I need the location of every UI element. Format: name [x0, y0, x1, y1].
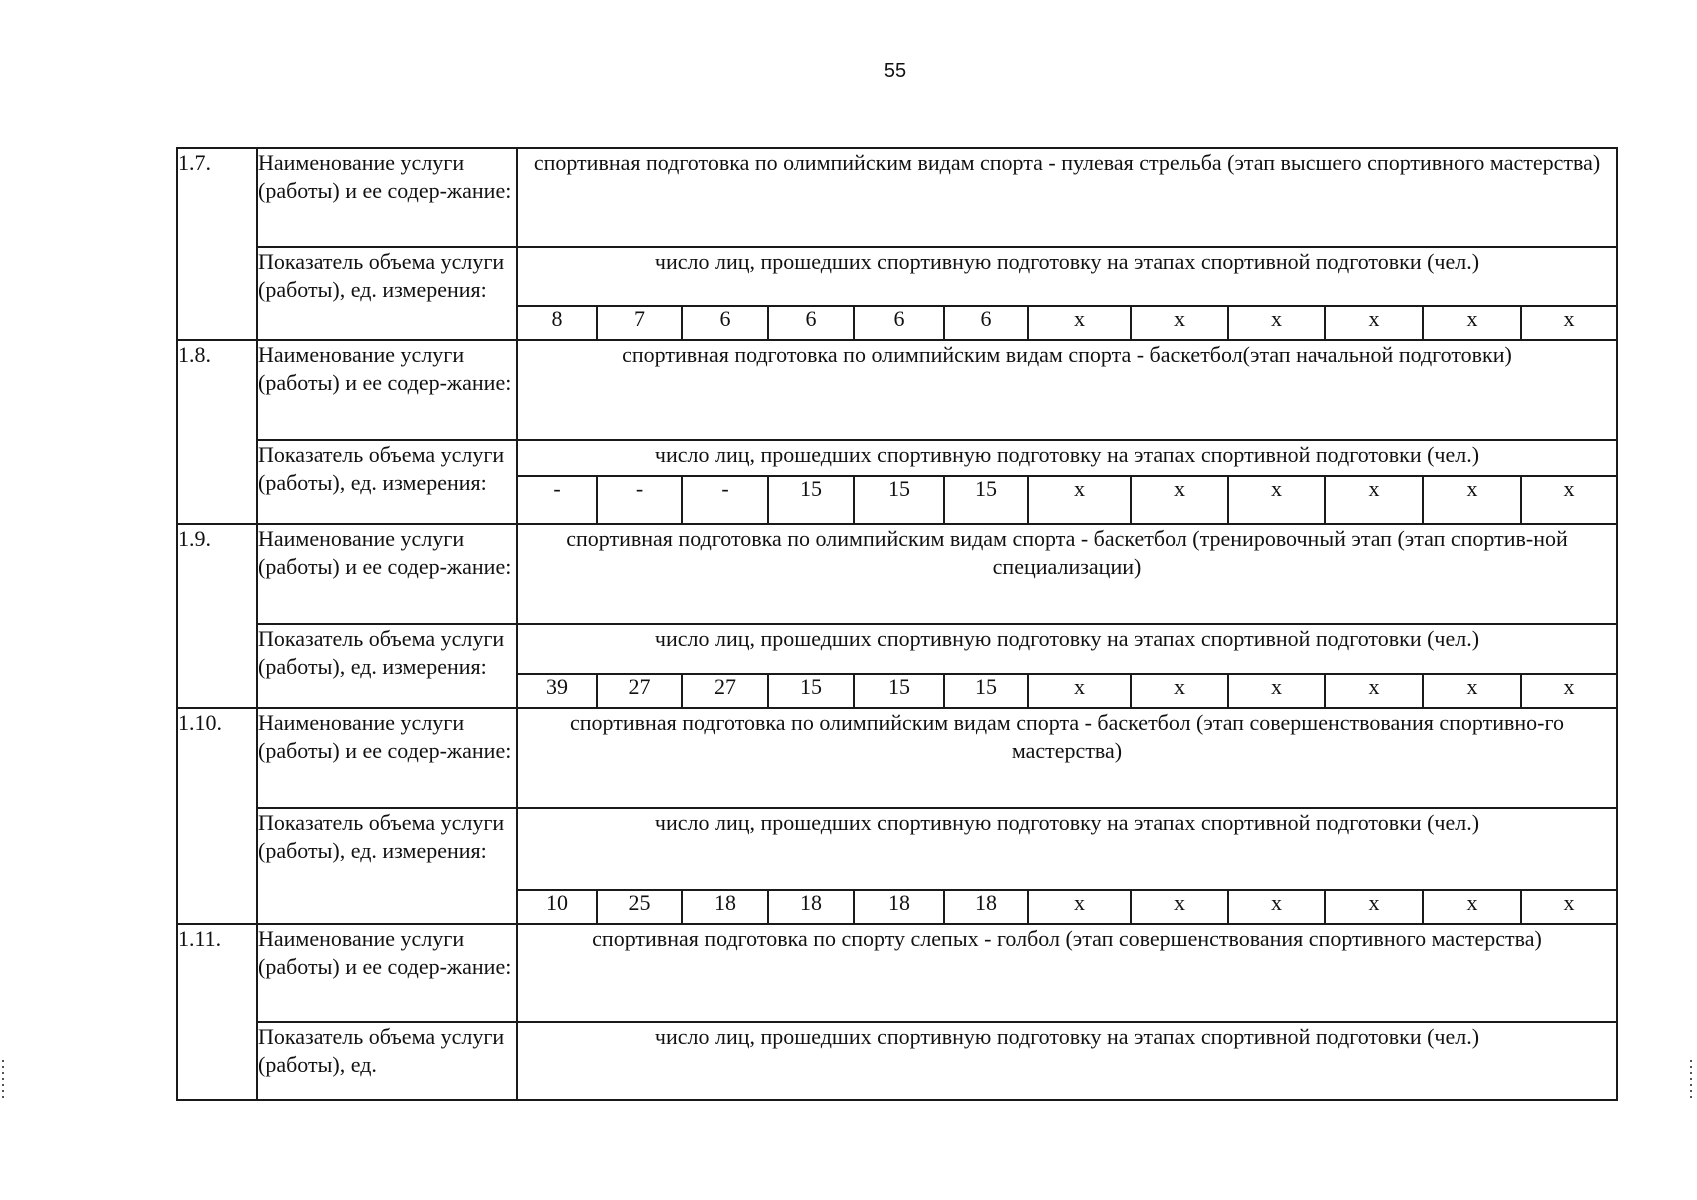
table-row — [177, 708, 1617, 808]
indicator-description: число лиц, прошедших спортивную подготовку на этапах спортивной подготовки (чел.) — [517, 808, 1617, 890]
value-cell: - — [682, 476, 768, 524]
volume-indicator-label: Показатель объема услуги (работы), ед. измерения: — [257, 808, 517, 924]
value-cell: х — [1228, 476, 1325, 524]
service-name-label: Наименование услуги (работы) и ее содер-жание: — [257, 524, 517, 624]
volume-indicator-label: Показатель объема услуги (работы), ед. — [257, 1022, 517, 1100]
indicator-description: число лиц, прошедших спортивную подготовку на этапах спортивной подготовки (чел.) — [517, 1022, 1617, 1100]
table-row — [177, 247, 1617, 306]
value-cell: х — [1423, 306, 1521, 340]
table-row — [177, 148, 1617, 247]
value-cell: 18 — [682, 890, 768, 924]
value-cell: 18 — [768, 890, 854, 924]
value-cell: х — [1228, 306, 1325, 340]
item-number: 1.7. — [177, 148, 257, 340]
indicator-description: число лиц, прошедших спортивную подготовку на этапах спортивной подготовки (чел.) — [517, 247, 1617, 306]
value-cell: х — [1325, 674, 1423, 708]
service-name-label: Наименование услуги (работы) и ее содер-жание: — [257, 924, 517, 1022]
scan-artifact-left — [2, 1060, 4, 1100]
value-cell: х — [1423, 674, 1521, 708]
value-cell: 6 — [768, 306, 854, 340]
value-cell: х — [1521, 890, 1617, 924]
value-cell: 18 — [854, 890, 944, 924]
table-row — [177, 440, 1617, 476]
value-cell: х — [1131, 674, 1228, 708]
value-cell: 7 — [597, 306, 682, 340]
value-cell: 15 — [854, 476, 944, 524]
value-cell: 6 — [854, 306, 944, 340]
service-name-label: Наименование услуги (работы) и ее содер-жание: — [257, 340, 517, 440]
item-number: 1.8. — [177, 340, 257, 524]
indicator-description: число лиц, прошедших спортивную подготовку на этапах спортивной подготовки (чел.) — [517, 440, 1617, 476]
table-row — [177, 340, 1617, 440]
table-row — [177, 624, 1617, 674]
value-cell: 15 — [768, 476, 854, 524]
value-cell: х — [1228, 890, 1325, 924]
value-cell: 39 — [517, 674, 597, 708]
volume-indicator-label: Показатель объема услуги (работы), ед. измерения: — [257, 247, 517, 340]
value-cell: х — [1521, 476, 1617, 524]
table-row — [177, 524, 1617, 624]
value-cell: - — [597, 476, 682, 524]
service-description: спортивная подготовка по олимпийским видам спорта - баскетбол (тренировочный этап (этап спортив-ной специализации) — [517, 524, 1617, 624]
value-cell: х — [1028, 476, 1131, 524]
value-cell: х — [1423, 476, 1521, 524]
item-number: 1.9. — [177, 524, 257, 708]
volume-indicator-label: Показатель объема услуги (работы), ед. измерения: — [257, 440, 517, 524]
service-name-label: Наименование услуги (работы) и ее содер-жание: — [257, 708, 517, 808]
value-cell: - — [517, 476, 597, 524]
value-cell: х — [1325, 306, 1423, 340]
value-cell: 15 — [854, 674, 944, 708]
service-name-label: Наименование услуги (работы) и ее содер-жание: — [257, 148, 517, 247]
value-cell: 8 — [517, 306, 597, 340]
value-cell: 6 — [944, 306, 1028, 340]
value-cell: 15 — [944, 476, 1028, 524]
item-number: 1.11. — [177, 924, 257, 1100]
value-cell: х — [1028, 674, 1131, 708]
service-description: спортивная подготовка по олимпийским видам спорта - баскетбол(этап начальной подготовки) — [517, 340, 1617, 440]
value-cell: х — [1521, 306, 1617, 340]
table-row — [177, 924, 1617, 1022]
value-cell: 15 — [944, 674, 1028, 708]
value-cell: х — [1028, 890, 1131, 924]
value-cell: х — [1325, 476, 1423, 524]
services-table — [176, 147, 1618, 1101]
page-number: 55 — [883, 60, 907, 82]
service-description: спортивная подготовка по олимпийским видам спорта - пулевая стрельба (этап высшего спортивного мастерства) — [517, 148, 1617, 247]
table-row — [177, 808, 1617, 890]
value-cell: х — [1131, 306, 1228, 340]
value-cell: 18 — [944, 890, 1028, 924]
item-number: 1.10. — [177, 708, 257, 924]
value-cell: х — [1131, 476, 1228, 524]
volume-indicator-label: Показатель объема услуги (работы), ед. измерения: — [257, 624, 517, 708]
value-cell: 25 — [597, 890, 682, 924]
value-cell: х — [1028, 306, 1131, 340]
table-row — [177, 1022, 1617, 1100]
value-cell: 6 — [682, 306, 768, 340]
value-cell: 15 — [768, 674, 854, 708]
service-description: спортивная подготовка по олимпийским видам спорта - баскетбол (этап совершенствования спортивно-го мастерства) — [517, 708, 1617, 808]
indicator-description: число лиц, прошедших спортивную подготовку на этапах спортивной подготовки (чел.) — [517, 624, 1617, 674]
scan-artifact-right — [1690, 1060, 1692, 1100]
service-description: спортивная подготовка по спорту слепых - голбол (этап совершенствования спортивного мастерства) — [517, 924, 1617, 1022]
value-cell: 10 — [517, 890, 597, 924]
value-cell: х — [1325, 890, 1423, 924]
value-cell: х — [1521, 674, 1617, 708]
value-cell: 27 — [682, 674, 768, 708]
value-cell: х — [1228, 674, 1325, 708]
value-cell: 27 — [597, 674, 682, 708]
value-cell: х — [1131, 890, 1228, 924]
value-cell: х — [1423, 890, 1521, 924]
